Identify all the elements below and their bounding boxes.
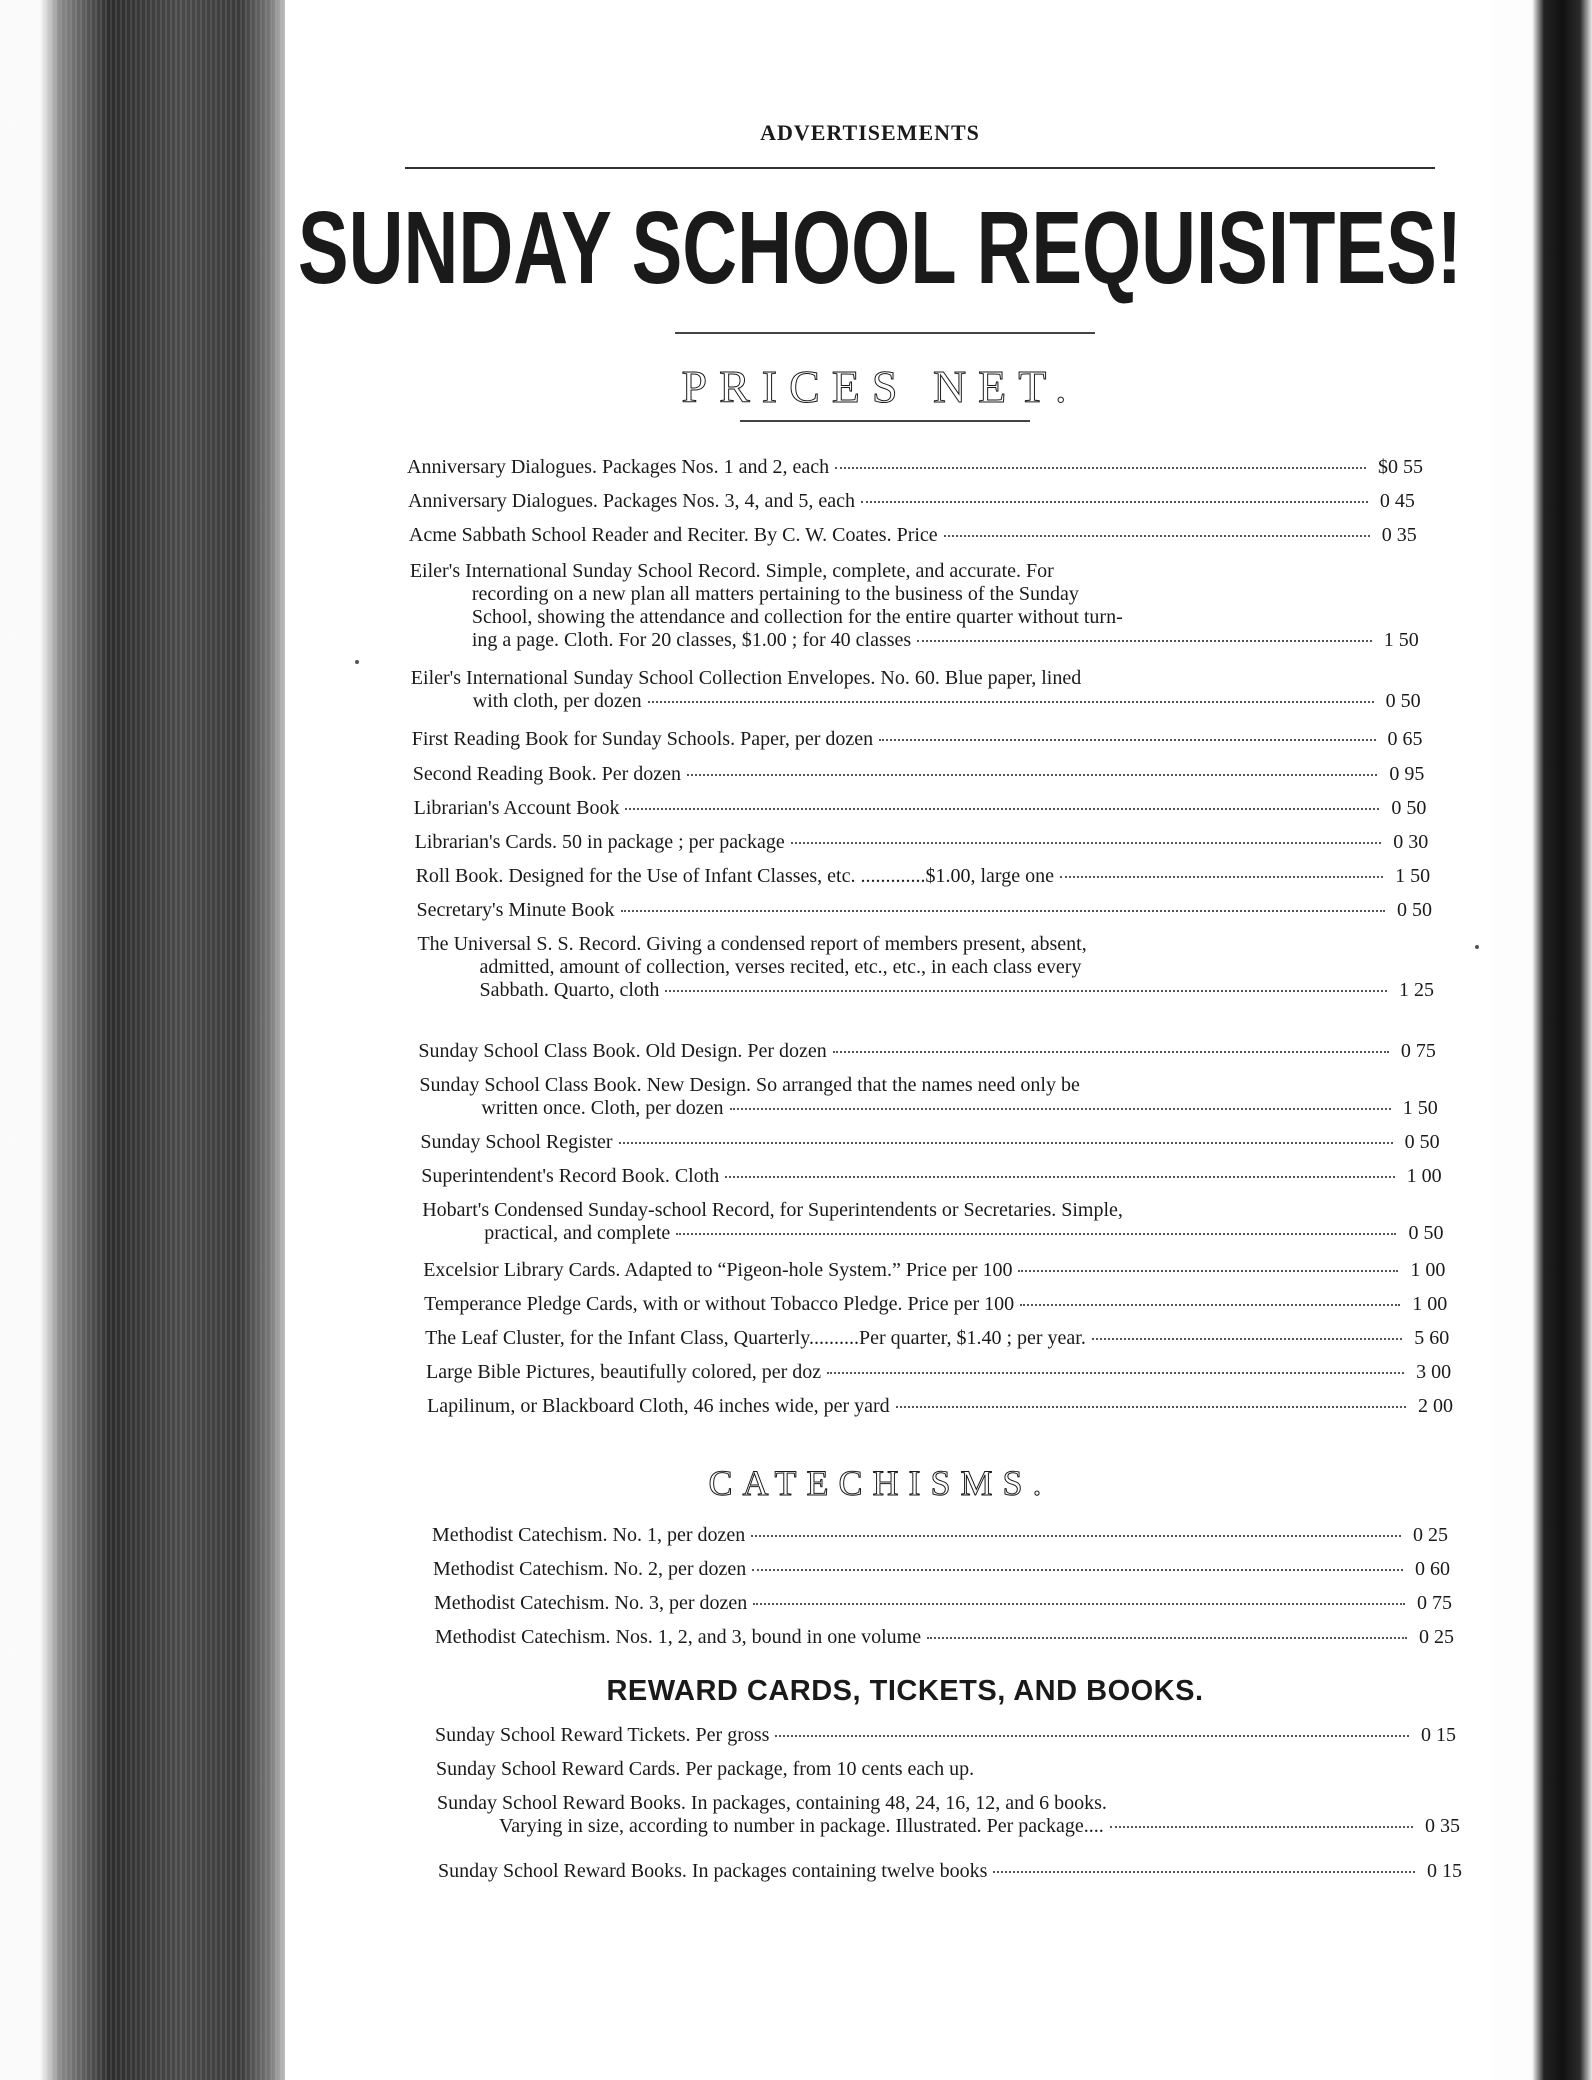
entry-price: 0 65 [1387, 728, 1423, 750]
entry-price: 1 00 [1412, 1293, 1448, 1315]
dot-leader [944, 535, 1370, 537]
dot-leader [879, 739, 1375, 741]
entry-text: Temperance Pledge Cards, with or without Tobacco Pledge. Price per 100 [424, 1293, 1015, 1315]
page-title: SUNDAY SCHOOL REQUISITES! [297, 191, 1463, 307]
book-page-edges-left [0, 0, 285, 2080]
entry-price: 0 75 [1417, 1592, 1452, 1614]
title-rule [675, 332, 1095, 334]
dot-leader [775, 1735, 1409, 1737]
dot-leader [1060, 876, 1383, 878]
price-entry [419, 1074, 1438, 1120]
entry-price: 0 25 [1419, 1626, 1454, 1648]
price-entry [426, 1361, 1452, 1384]
entry-price: 2 00 [1418, 1395, 1453, 1417]
entry-text: Hobart's Condensed Sunday-school Record, for Superintendents or Secretaries. Simple, [422, 1199, 1123, 1221]
entry-price: 1 00 [1410, 1259, 1446, 1281]
dot-leader [927, 1637, 1407, 1639]
book-page-edges-right [1492, 0, 1592, 2080]
dot-leader [687, 774, 1377, 776]
entry-price: 0 50 [1408, 1222, 1444, 1244]
entry-price: 0 50 [1385, 690, 1421, 712]
entry-price: 5 60 [1414, 1327, 1450, 1349]
dot-leader [752, 1569, 1403, 1571]
price-entry [420, 1131, 1440, 1154]
entry-text: Sunday School Register [420, 1131, 613, 1153]
subtitle: PRICES NET. [681, 361, 1079, 412]
price-entry [434, 1592, 1452, 1615]
price-entry [432, 1524, 1448, 1547]
dot-leader [833, 1051, 1389, 1053]
entry-text: The Universal S. S. Record. Giving a condensed report of members present, absent, [417, 933, 1087, 955]
price-entry [415, 865, 1431, 888]
section-heading-catechisms: CATECHISMS. [708, 1463, 1052, 1503]
price-entry [436, 1758, 1417, 1781]
entry-text: Anniversary Dialogues. Packages Nos. 1 and 2, each [407, 456, 830, 478]
entry-price: 0 35 [1425, 1815, 1460, 1837]
entry-text: Sabbath. Quarto, cloth [479, 979, 660, 1001]
entry-text: Lapilinum, or Blackboard Cloth, 46 inches wide, per yard [427, 1395, 890, 1417]
dot-leader [1020, 1304, 1400, 1306]
entry-text: Methodist Catechism. No. 2, per dozen [433, 1558, 747, 1580]
dot-leader [665, 990, 1387, 992]
dot-leader [625, 808, 1379, 810]
entry-text: Eiler's International Sunday School Collection Envelopes. No. 60. Blue paper, lined [410, 667, 1082, 689]
entry-price: 0 15 [1421, 1724, 1456, 1746]
entry-text: admitted, amount of collection, verses recited, etc., etc., in each class every [479, 956, 1082, 978]
entry-price: 3 00 [1416, 1361, 1452, 1383]
entry-price: 0 60 [1415, 1558, 1450, 1580]
dot-leader [791, 842, 1381, 844]
dot-leader [676, 1233, 1396, 1235]
entry-text: Eiler's International Sunday School Record. Simple, complete, and accurate. For [409, 560, 1054, 582]
dot-leader [751, 1535, 1401, 1537]
dot-leader [1018, 1270, 1398, 1272]
entry-text: Acme Sabbath School Reader and Reciter. By C. W. Coates. Price [408, 524, 938, 546]
price-entry [411, 728, 1423, 751]
entry-price: 1 50 [1395, 865, 1431, 887]
entry-price: 1 50 [1402, 1097, 1438, 1119]
entry-text: School, showing the attendance and collection for the entire quarter without turn- [471, 606, 1123, 628]
entry-price: 0 25 [1413, 1524, 1448, 1546]
price-entry [424, 1293, 1448, 1316]
price-entry [422, 1199, 1444, 1245]
price-entry [418, 1040, 1436, 1063]
dot-leader [1110, 1826, 1413, 1828]
entry-text: Sunday School Reward Tickets. Per gross [435, 1724, 770, 1746]
header-rule [405, 167, 1435, 169]
entry-price: 0 75 [1400, 1040, 1436, 1062]
dot-leader [861, 501, 1368, 503]
dot-leader [1092, 1338, 1402, 1340]
entry-price: 0 50 [1391, 797, 1427, 819]
price-entry [437, 1792, 1460, 1838]
entry-price: 0 45 [1379, 490, 1415, 512]
entry-price: 1 25 [1398, 979, 1434, 1001]
price-entry [409, 560, 1419, 652]
entry-text: Excelsior Library Cards. Adapted to “Pigeon-hole System.” Price per 100 [423, 1259, 1013, 1281]
price-entry [417, 933, 1434, 1002]
entry-price: $0 55 [1378, 456, 1423, 478]
advertisement-page [285, 0, 1492, 2080]
price-entry [407, 456, 1423, 479]
price-entry [421, 1165, 1442, 1188]
entry-price: 0 30 [1393, 831, 1429, 853]
dot-leader [993, 1871, 1415, 1873]
price-entry [410, 667, 1421, 713]
entry-text: Sunday School Class Book. New Design. So arranged that the names need only be [419, 1074, 1080, 1096]
dot-leader [917, 640, 1371, 642]
dot-leader [730, 1108, 1391, 1110]
entry-text: with cloth, per dozen [472, 690, 642, 712]
entry-price: 0 15 [1427, 1860, 1462, 1882]
price-entry [427, 1395, 1453, 1418]
price-entry [433, 1558, 1450, 1581]
price-entry [413, 797, 1427, 820]
entry-text: Large Bible Pictures, beautifully colored, per doz [426, 1361, 822, 1383]
speck [355, 660, 359, 664]
price-entry [435, 1626, 1454, 1649]
price-entry [414, 831, 1429, 854]
entry-text: Superintendent's Record Book. Cloth [421, 1165, 720, 1187]
entry-text: Second Reading Book. Per dozen [412, 763, 681, 785]
dot-leader [619, 1142, 1393, 1144]
price-entry [408, 524, 1417, 547]
dot-leader [621, 910, 1386, 912]
price-entry [412, 763, 1425, 786]
entry-price: 0 95 [1389, 763, 1425, 785]
running-head: ADVERTISEMENTS [760, 120, 980, 145]
entry-text: Sunday School Reward Cards. Per package, from 10 cents each up. [436, 1758, 975, 1780]
entry-text: Sunday School Class Book. Old Design. Per dozen [418, 1040, 827, 1062]
entry-text: Roll Book. Designed for the Use of Infant Classes, etc. .............$1.00, large one [415, 865, 1054, 887]
subtitle-rule [740, 420, 1030, 422]
dot-leader [835, 467, 1366, 469]
entry-text: Anniversary Dialogues. Packages Nos. 3, 4, and 5, each [407, 490, 856, 512]
price-entry [438, 1860, 1462, 1883]
entry-text: Sunday School Reward Books. In packages containing twelve books [438, 1860, 988, 1882]
entry-text: Secretary's Minute Book [416, 899, 615, 921]
entry-price: 1 50 [1383, 629, 1419, 651]
entry-text: written once. Cloth, per dozen [481, 1097, 724, 1119]
entry-price: 0 50 [1404, 1131, 1440, 1153]
entry-price: 0 50 [1397, 899, 1433, 921]
entry-text: Librarian's Cards. 50 in package ; per package [414, 831, 785, 853]
price-entry [407, 490, 1415, 513]
entry-text: First Reading Book for Sunday Schools. Paper, per dozen [411, 728, 874, 750]
entry-text: Librarian's Account Book [413, 797, 620, 819]
price-entry [435, 1724, 1456, 1747]
entry-text: Sunday School Reward Books. In packages, containing 48, 24, 16, 12, and 6 books. [437, 1792, 1107, 1814]
entry-text: Methodist Catechism. No. 1, per dozen [432, 1524, 746, 1546]
entry-text: The Leaf Cluster, for the Infant Class, Quarterly..........Per quarter, $1.40 ; per year. [425, 1327, 1086, 1349]
entry-price: 0 35 [1381, 524, 1417, 546]
section-heading-reward: REWARD CARDS, TICKETS, AND BOOKS. [606, 1675, 1204, 1707]
entry-text: ing a page. Cloth. For 20 classes, $1.00 ; for 40 classes [471, 629, 912, 651]
entry-text: recording on a new plan all matters pertaining to the business of the Sunday [471, 583, 1079, 605]
entry-price: 1 00 [1406, 1165, 1442, 1187]
price-entry [423, 1259, 1446, 1282]
entry-text: Methodist Catechism. Nos. 1, 2, and 3, bound in one volume [435, 1626, 922, 1648]
entry-text: Methodist Catechism. No. 3, per dozen [434, 1592, 748, 1614]
dot-leader [896, 1406, 1406, 1408]
dot-leader [725, 1176, 1394, 1178]
speck [1475, 945, 1479, 949]
dot-leader [753, 1603, 1405, 1605]
dot-leader [827, 1372, 1404, 1374]
price-entry [416, 899, 1433, 922]
dot-leader [648, 701, 1374, 703]
entry-text: practical, and complete [484, 1222, 671, 1244]
price-entry [425, 1327, 1450, 1350]
entry-text: Varying in size, according to number in package. Illustrated. Per package.... [499, 1815, 1104, 1837]
